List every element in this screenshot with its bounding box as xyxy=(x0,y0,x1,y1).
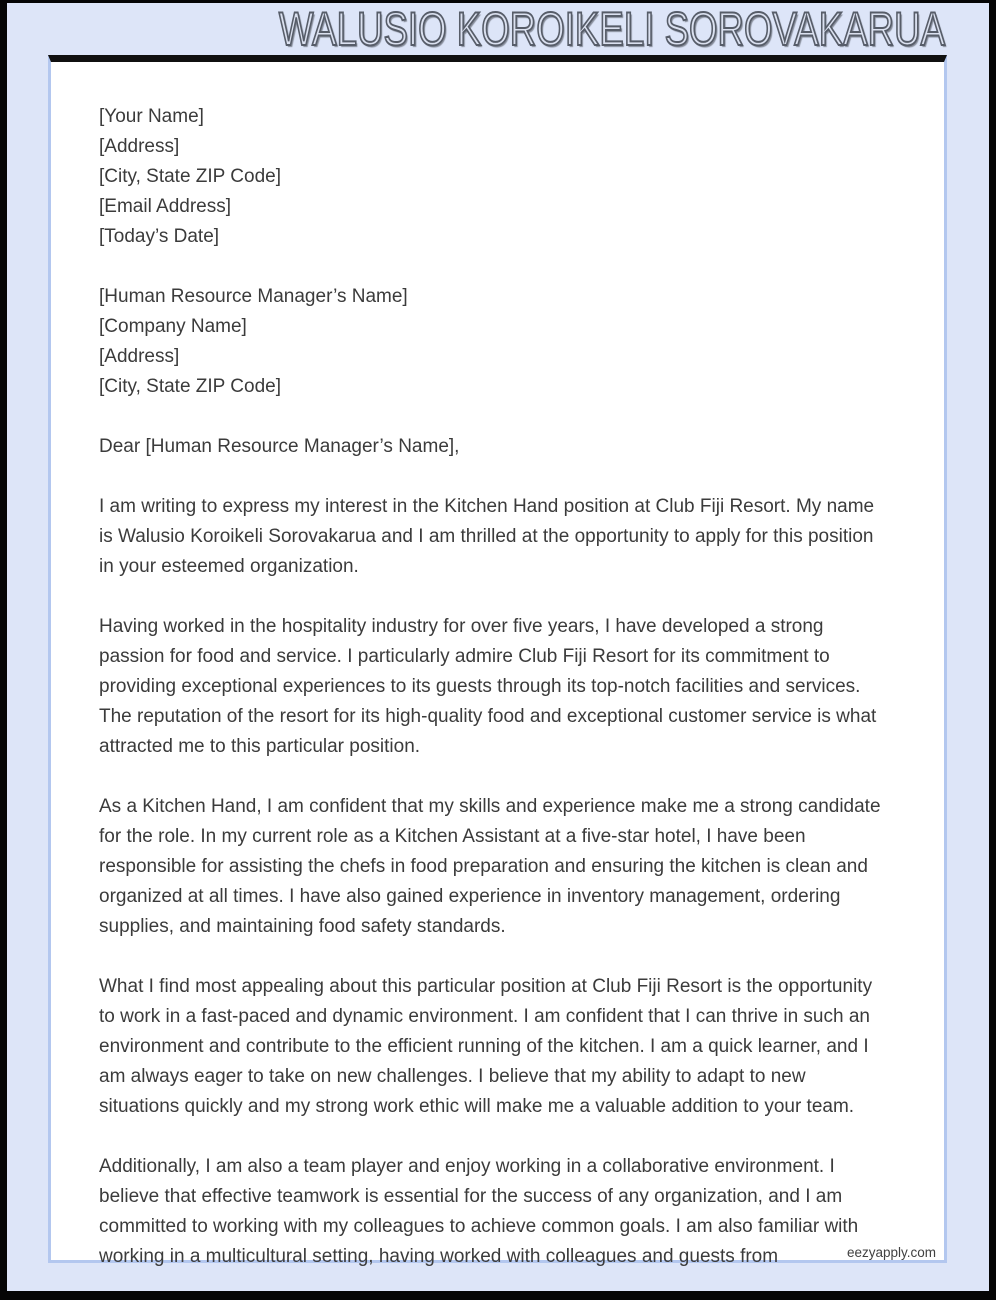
letter-body xyxy=(51,62,944,1272)
letter-page xyxy=(48,55,947,1267)
letterhead xyxy=(0,4,945,54)
recipient-line: [City, State ZIP Code] xyxy=(99,376,281,397)
sender-line: [Email Address] xyxy=(99,196,231,217)
letter-paragraph: Additionally, I am also a team player and enjoy working in a collaborative environment. I believe that effective teamwork is essential for the success of any organization, and I am committed to working with my colleagues to achieve common goals. I am also familiar with working in a multicultural setting, having worked with colleagues and guests from xyxy=(99,1156,859,1267)
salutation: Dear [Human Resource Manager’s Name], xyxy=(99,436,460,457)
recipient-line: [Company Name] xyxy=(99,316,247,337)
paragraphs-container xyxy=(99,492,890,1272)
recipient-block xyxy=(99,282,890,402)
letter-paragraph: What I find most appealing about this particular position at Club Fiji Resort is the opportunity to work in a fast-paced and dynamic environment. I am confident that I can thrive in such an environment and contribute to the efficient running of the kitchen. I am a quick learner, and I am always eager to take on new challenges. I believe that my ability to adapt to new situations quickly and my strong work ethic will make me a valuable addition to your team. xyxy=(99,976,873,1117)
letter-paragraph: I am writing to express my interest in the Kitchen Hand position at Club Fiji Resort. My name is Walusio Koroikeli Sorovakarua and I am thrilled at the opportunity to apply for this position in your esteemed organization. xyxy=(99,496,875,577)
sender-block xyxy=(99,102,890,252)
sender-line: [Address] xyxy=(99,136,180,157)
letter-paragraph: Having worked in the hospitality industry for over five years, I have developed a strong passion for food and service. I particularly admire Club Fiji Resort for its commitment to providing exceptional experiences to its guests through its top-notch facilities and services. The reputation of the resort for its high-quality food and exceptional customer service is what attracted me to this particular position. xyxy=(99,616,877,757)
letter-paragraph: As a Kitchen Hand, I am confident that my skills and experience make me a strong candidate for the role. In my current role as a Kitchen Assistant at a five-star hotel, I have been responsible for assisting the chefs in food preparation and ensuring the kitchen is clean and organized at all times. I have also gained experience in inventory management, ordering supplies, and maintaining food safety standards. xyxy=(99,796,881,937)
recipient-line: [Human Resource Manager’s Name] xyxy=(99,286,408,307)
sender-line: [Today’s Date] xyxy=(99,226,220,247)
watermark-text: eezyapply.com xyxy=(846,1245,936,1260)
recipient-line: [Address] xyxy=(99,346,180,367)
page-title: WALUSIO KOROIKELI SOROVAKARUA xyxy=(278,2,945,55)
sender-line: [Your Name] xyxy=(99,106,204,127)
sender-line: [City, State ZIP Code] xyxy=(99,166,281,187)
